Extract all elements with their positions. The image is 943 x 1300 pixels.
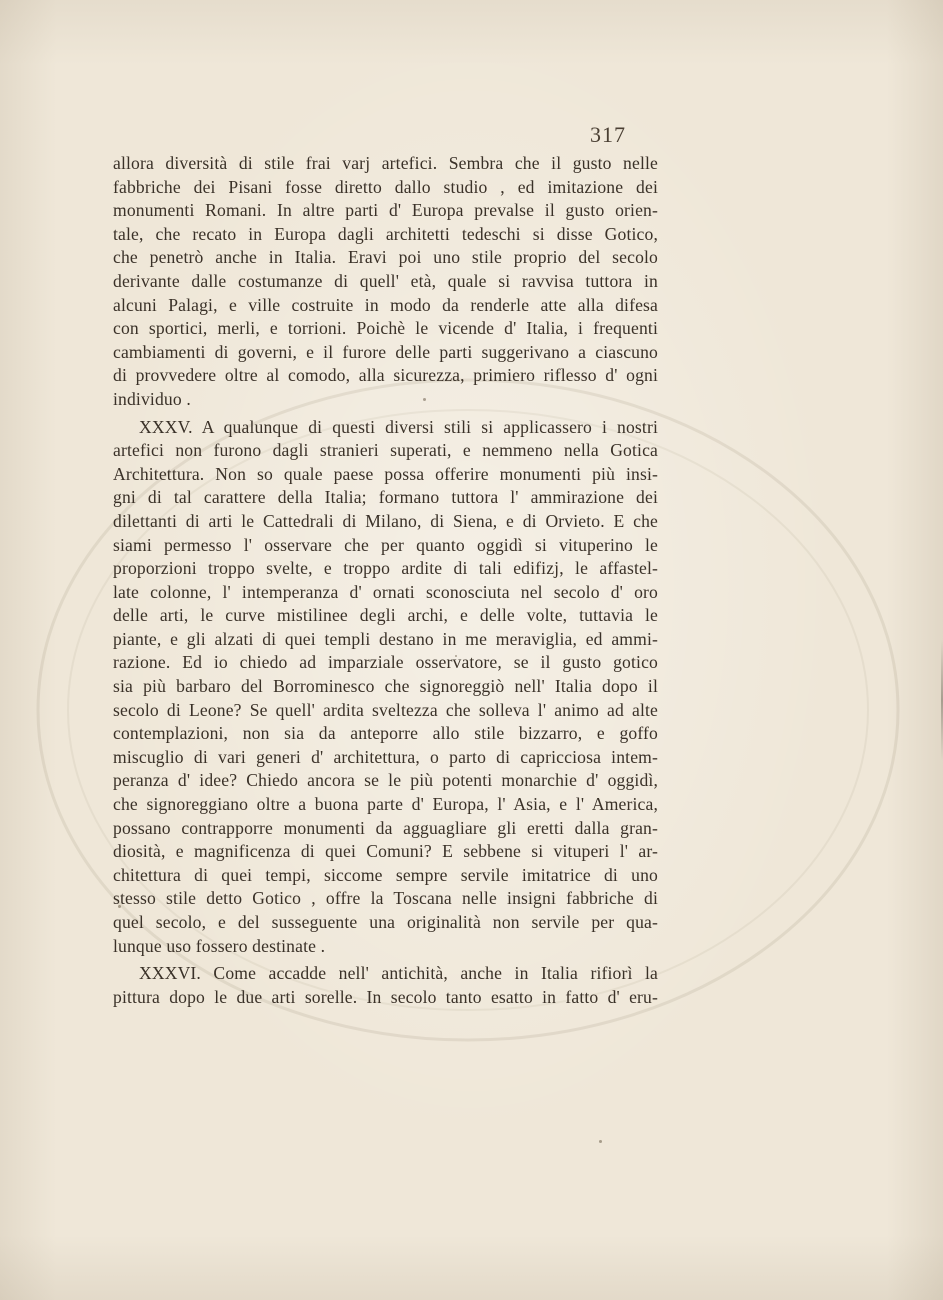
text-line: possano contrapporre monumenti da agguagliare gli eretti dalla gran- (113, 817, 658, 838)
text-line: contemplazioni, non sia da anteporre allo stile bizzarro, e goffo (113, 723, 658, 744)
text-line: XXXV. A qualunque di questi diversi stili si applicassero i nostri (139, 416, 658, 437)
text-line: che signoreggiano oltre a buona parte d' Europa, l' Asia, e l' America, (113, 794, 658, 815)
text-line: late colonne, l' intemperanza d' ornati sconosciuta nel secolo d' oro (113, 581, 658, 602)
text-line: secolo di Leone? Se quell' ardita sveltezza che solleva l' animo ad alte (113, 699, 658, 720)
text-line: artefici non furono dagli stranieri superati, e nemmeno nella Gotica (113, 440, 658, 461)
text-line: quel secolo, e del susseguente una originalità non servile per qua- (113, 912, 658, 932)
text-line: lunque uso fossero destinate . (113, 935, 326, 956)
text-line: piante, e gli alzati di quei templi destano in me meraviglia, ed ammi- (113, 628, 658, 649)
text-line: monumenti Romani. In altre parti d' Europa prevalse il gusto orien- (113, 200, 658, 221)
text-line: gni di tal carattere della Italia; formano tuttora l' ammirazione dei (113, 487, 658, 508)
text-line: derivante dalle costumanze di quell' età, quale si ravvisa tuttora in (113, 270, 658, 291)
text-line: Architettura. Non so quale paese possa offerire monumenti più insi- (113, 463, 658, 484)
text-line: che penetrò anche in Italia. Eravi poi uno stile proprio del secolo (113, 247, 658, 268)
text-line: pittura dopo le due arti sorelle. In secolo tanto esatto in fatto d' eru- (113, 986, 658, 1007)
text-line: diosità, e magnificenza di quei Comuni? E sebbene si vituperi l' ar- (113, 841, 658, 862)
text-line: delle arti, le curve mistilinee degli archi, e delle volte, tuttavia le (113, 605, 658, 626)
text-line: con sportici, merli, e torrioni. Poichè le vicende d' Italia, i frequenti (113, 318, 658, 339)
text-line: cambiamenti di governi, e il furore delle parti suggerivano a ciascuno (113, 341, 658, 362)
paper-speck (599, 1140, 602, 1143)
text-line: tale, che recato in Europa dagli architetti tedeschi si disse Gotico, (113, 223, 658, 244)
body-text (113, 152, 658, 1009)
paragraph-1 (113, 152, 658, 412)
text-line: razione. Ed io chiedo ad imparziale osservatore, se il gusto gotico (113, 652, 658, 673)
paragraph-3 (113, 962, 658, 1009)
text-line: alcuni Palagi, e ville costruite in modo da renderle atte alla difesa (113, 294, 658, 315)
paragraph-2 (113, 416, 658, 959)
text-line: XXXVI. Come accadde nell' antichità, anche in Italia rifiorì la (139, 963, 658, 984)
page-number: 317 (590, 122, 626, 147)
text-line: stesso stile detto Gotico , offre la Toscana nelle insigni fabbriche di (113, 888, 658, 909)
text-line: proporzioni troppo svelte, e troppo ardite di tali edifizj, le affastel- (113, 558, 658, 579)
text-line: miscuglio di vari generi d' architettura, o parto di capricciosa intem- (113, 746, 658, 767)
text-line: allora diversità di stile frai varj artefici. Sembra che il gusto nelle (113, 153, 658, 173)
text-line: di provvedere oltre al comodo, alla sicurezza, primiero riflesso d' ogni (113, 365, 658, 386)
text-line: dilettanti di arti le Cattedrali di Milano, di Siena, e di Orvieto. E che (113, 510, 658, 531)
text-line: chitettura di quei tempi, siccome sempre servile imitatrice di uno (113, 864, 658, 885)
text-line: sia più barbaro del Borrominesco che signoreggiò nell' Italia dopo il (113, 676, 658, 697)
text-line: siami permesso l' osservare che per quanto oggidì si vituperino le (113, 534, 658, 555)
text-line: fabbriche dei Pisani fosse diretto dallo studio , ed imitazione dei (113, 176, 658, 197)
text-line: individuo . (113, 388, 191, 409)
text-line: peranza d' idee? Chiedo ancora se le più potenti monarchie d' oggidì, (113, 770, 658, 791)
